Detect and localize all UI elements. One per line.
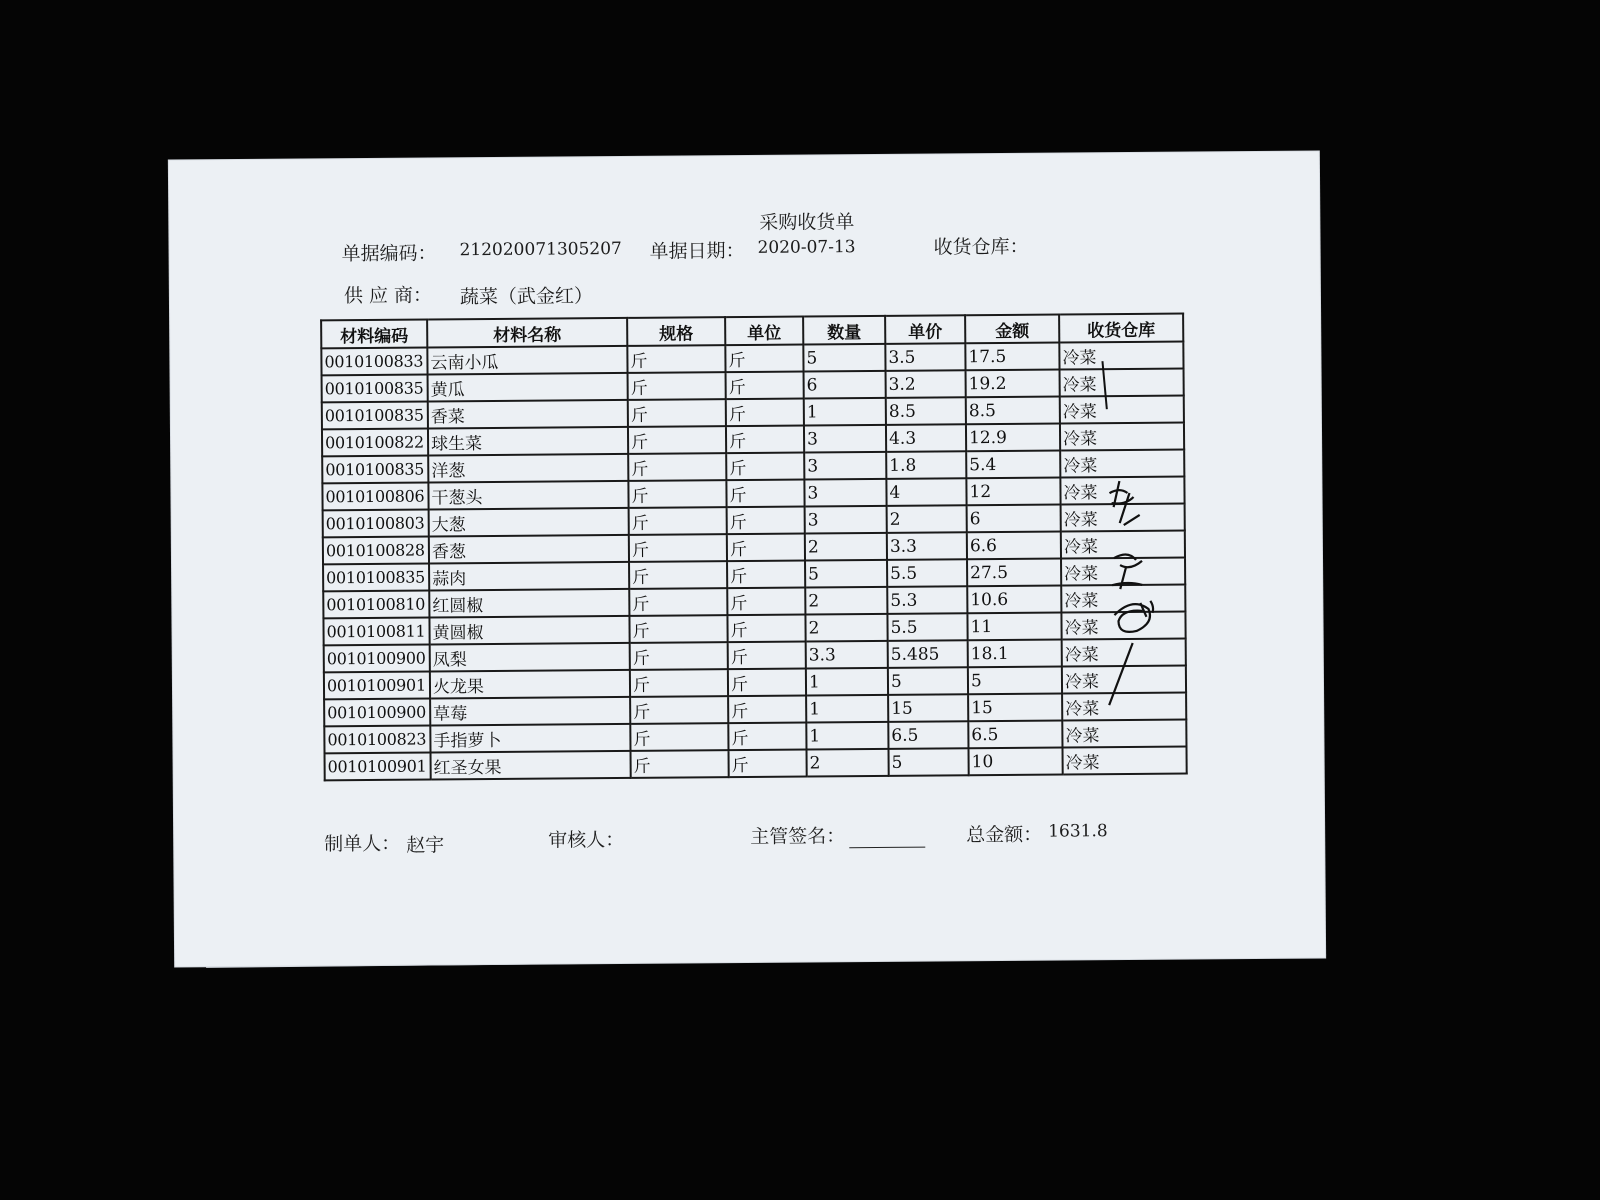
cell-spec: 斤 xyxy=(631,750,729,778)
cell-qty: 2 xyxy=(805,533,887,561)
cell-warehouse: 冷菜 xyxy=(1062,747,1186,775)
cell-spec: 斤 xyxy=(629,507,727,535)
cell-name: 黄瓜 xyxy=(428,373,628,402)
cell-name: 蒜肉 xyxy=(429,562,629,591)
cell-price: 2 xyxy=(887,505,967,533)
supplier-label: 供 应 商： xyxy=(343,284,433,308)
table-body xyxy=(321,342,1186,781)
cell-qty: 1 xyxy=(804,398,886,426)
cell-spec: 斤 xyxy=(630,696,728,724)
cell-price: 6.5 xyxy=(888,721,968,749)
cell-price: 15 xyxy=(888,694,968,722)
cell-spec: 斤 xyxy=(628,453,726,481)
cell-amount: 12.9 xyxy=(966,424,1060,452)
cell-code: 0010100835 xyxy=(322,402,428,430)
doc-date-label: 单据日期： xyxy=(649,240,745,263)
cell-qty: 3 xyxy=(804,479,886,507)
cell-spec: 斤 xyxy=(630,642,728,670)
supervisor-signature-line xyxy=(849,829,925,849)
cell-qty: 2 xyxy=(805,614,887,642)
col-header-name: 材料名称 xyxy=(427,318,627,348)
cell-unit: 斤 xyxy=(726,426,804,454)
cell-warehouse: 冷菜 xyxy=(1062,639,1186,667)
cell-spec: 斤 xyxy=(628,372,726,400)
cell-qty: 1 xyxy=(806,668,888,696)
cell-amount: 6.6 xyxy=(967,532,1061,560)
cell-spec: 斤 xyxy=(628,399,726,427)
cell-code: 0010100900 xyxy=(324,644,430,672)
cell-unit: 斤 xyxy=(727,588,805,616)
cell-amount: 5 xyxy=(968,667,1062,695)
cell-name: 手指萝卜 xyxy=(430,724,630,753)
cell-spec: 斤 xyxy=(630,723,728,751)
cell-spec: 斤 xyxy=(630,669,728,697)
cell-spec: 斤 xyxy=(629,561,727,589)
cell-unit: 斤 xyxy=(728,696,806,724)
supervisor-label: 主管签名： xyxy=(750,825,846,848)
cell-unit: 斤 xyxy=(728,642,806,670)
col-header-price: 单价 xyxy=(885,315,965,344)
cell-warehouse: 冷菜 xyxy=(1062,666,1186,694)
col-header-amount: 金额 xyxy=(965,315,1059,344)
cell-price: 3.3 xyxy=(887,532,967,560)
cell-amount: 19.2 xyxy=(966,370,1060,398)
cell-price: 5.3 xyxy=(887,586,967,614)
cell-name: 干葱头 xyxy=(428,481,628,510)
cell-warehouse: 冷菜 xyxy=(1061,612,1185,640)
cell-amount: 5.4 xyxy=(966,451,1060,479)
cell-code: 0010100900 xyxy=(324,698,430,726)
col-header-qty: 数量 xyxy=(803,316,885,345)
cell-qty: 2 xyxy=(806,749,888,777)
cell-code: 0010100835 xyxy=(322,375,428,403)
cell-amount: 27.5 xyxy=(967,559,1061,587)
cell-warehouse: 冷菜 xyxy=(1060,477,1184,505)
cell-name: 火龙果 xyxy=(430,670,630,699)
col-header-unit: 单位 xyxy=(725,317,803,346)
cell-name: 红圆椒 xyxy=(429,589,629,618)
cell-unit: 斤 xyxy=(726,453,804,481)
maker-value: 赵宇 xyxy=(406,834,445,857)
cell-code: 0010100822 xyxy=(322,429,428,457)
cell-unit: 斤 xyxy=(727,615,805,643)
cell-qty: 3 xyxy=(804,452,886,480)
cell-warehouse: 冷菜 xyxy=(1061,585,1185,613)
doc-no-value: 212020071305207 xyxy=(459,238,622,261)
warehouse-label: 收货仓库： xyxy=(933,235,1029,259)
cell-code: 0010100828 xyxy=(323,536,429,564)
cell-qty: 3.3 xyxy=(806,641,888,669)
cell-spec: 斤 xyxy=(628,480,726,508)
doc-no-label: 单据编码： xyxy=(341,242,437,266)
cell-name: 红圣女果 xyxy=(431,751,631,780)
cell-price: 8.5 xyxy=(886,397,966,425)
cell-price: 1.8 xyxy=(886,451,966,479)
cell-warehouse: 冷菜 xyxy=(1059,342,1183,370)
col-header-warehouse: 收货仓库 xyxy=(1059,314,1183,343)
cell-code: 0010100833 xyxy=(321,348,427,376)
cell-amount: 11 xyxy=(967,613,1061,641)
cell-price: 4.3 xyxy=(886,424,966,452)
cell-amount: 12 xyxy=(966,478,1060,506)
cell-qty: 6 xyxy=(804,371,886,399)
col-header-code: 材料编码 xyxy=(321,320,427,349)
cell-amount: 6.5 xyxy=(968,721,1062,749)
cell-unit: 斤 xyxy=(726,480,804,508)
cell-name: 香菜 xyxy=(428,400,628,429)
cell-code: 0010100803 xyxy=(323,509,429,537)
cell-code: 0010100823 xyxy=(324,725,430,753)
cell-warehouse: 冷菜 xyxy=(1060,423,1184,451)
cell-unit: 斤 xyxy=(725,345,803,373)
cell-spec: 斤 xyxy=(629,615,727,643)
doc-date-value: 2020-07-13 xyxy=(757,237,856,258)
handwritten-signature xyxy=(1088,353,1191,714)
cell-amount: 15 xyxy=(968,694,1062,722)
cell-code: 0010100806 xyxy=(322,482,428,510)
cell-name: 洋葱 xyxy=(428,454,628,483)
cell-amount: 18.1 xyxy=(968,640,1062,668)
cell-warehouse: 冷菜 xyxy=(1062,693,1186,721)
cell-price: 5 xyxy=(888,667,968,695)
cell-unit: 斤 xyxy=(727,507,805,535)
cell-qty: 1 xyxy=(806,722,888,750)
cell-warehouse: 冷菜 xyxy=(1061,504,1185,532)
cell-name: 大葱 xyxy=(429,508,629,537)
cell-price: 5.485 xyxy=(888,640,968,668)
cell-code: 0010100835 xyxy=(322,456,428,484)
cell-name: 香葱 xyxy=(429,535,629,564)
cell-qty: 3 xyxy=(805,506,887,534)
cell-name: 凤梨 xyxy=(430,643,630,672)
cell-code: 0010100901 xyxy=(324,671,430,699)
cell-unit: 斤 xyxy=(728,723,806,751)
reviewer-label: 审核人： xyxy=(548,828,625,852)
table-row xyxy=(325,747,1187,781)
cell-qty: 5 xyxy=(803,344,885,372)
total-label: 总金额： xyxy=(966,823,1043,847)
cell-name: 云南小瓜 xyxy=(427,346,627,375)
cell-code: 0010100835 xyxy=(323,563,429,591)
cell-qty: 2 xyxy=(805,587,887,615)
cell-spec: 斤 xyxy=(629,588,727,616)
cell-name: 黄圆椒 xyxy=(429,616,629,645)
cell-spec: 斤 xyxy=(627,345,725,373)
cell-warehouse: 冷菜 xyxy=(1060,396,1184,424)
cell-qty: 5 xyxy=(805,560,887,588)
cell-price: 3.5 xyxy=(885,343,965,371)
cell-warehouse: 冷菜 xyxy=(1061,531,1185,559)
cell-price: 5.5 xyxy=(887,559,967,587)
cell-warehouse: 冷菜 xyxy=(1060,450,1184,478)
cell-price: 5 xyxy=(888,748,968,776)
cell-amount: 10.6 xyxy=(967,586,1061,614)
cell-amount: 17.5 xyxy=(965,343,1059,371)
cell-qty: 1 xyxy=(806,695,888,723)
cell-warehouse: 冷菜 xyxy=(1062,720,1186,748)
cell-unit: 斤 xyxy=(729,750,807,778)
cell-warehouse: 冷菜 xyxy=(1060,369,1184,397)
cell-name: 草莓 xyxy=(430,697,630,726)
cell-warehouse: 冷菜 xyxy=(1061,558,1185,586)
cell-unit: 斤 xyxy=(726,399,804,427)
supplier-value: 蔬菜（武金红） xyxy=(459,285,594,309)
cell-amount: 8.5 xyxy=(966,397,1060,425)
cell-code: 0010100901 xyxy=(325,752,431,780)
document-title: 采购收货单 xyxy=(759,211,855,234)
cell-unit: 斤 xyxy=(726,372,804,400)
cell-code: 0010100811 xyxy=(323,617,429,645)
cell-amount: 10 xyxy=(968,748,1062,776)
cell-spec: 斤 xyxy=(629,534,727,562)
col-header-spec: 规格 xyxy=(627,317,725,346)
total-value: 1631.8 xyxy=(1048,821,1108,842)
cell-price: 3.2 xyxy=(886,370,966,398)
cell-unit: 斤 xyxy=(728,669,806,697)
cell-price: 4 xyxy=(886,478,966,506)
items-table xyxy=(320,313,1188,782)
cell-code: 0010100810 xyxy=(323,590,429,618)
cell-spec: 斤 xyxy=(628,426,726,454)
receipt-sheet xyxy=(169,151,1325,966)
cell-qty: 3 xyxy=(804,425,886,453)
maker-label: 制单人： xyxy=(324,832,401,856)
cell-unit: 斤 xyxy=(727,561,805,589)
cell-amount: 6 xyxy=(967,505,1061,533)
supervisor-signature-field xyxy=(750,821,925,849)
cell-unit: 斤 xyxy=(727,534,805,562)
cell-price: 5.5 xyxy=(887,613,967,641)
cell-name: 球生菜 xyxy=(428,427,628,456)
